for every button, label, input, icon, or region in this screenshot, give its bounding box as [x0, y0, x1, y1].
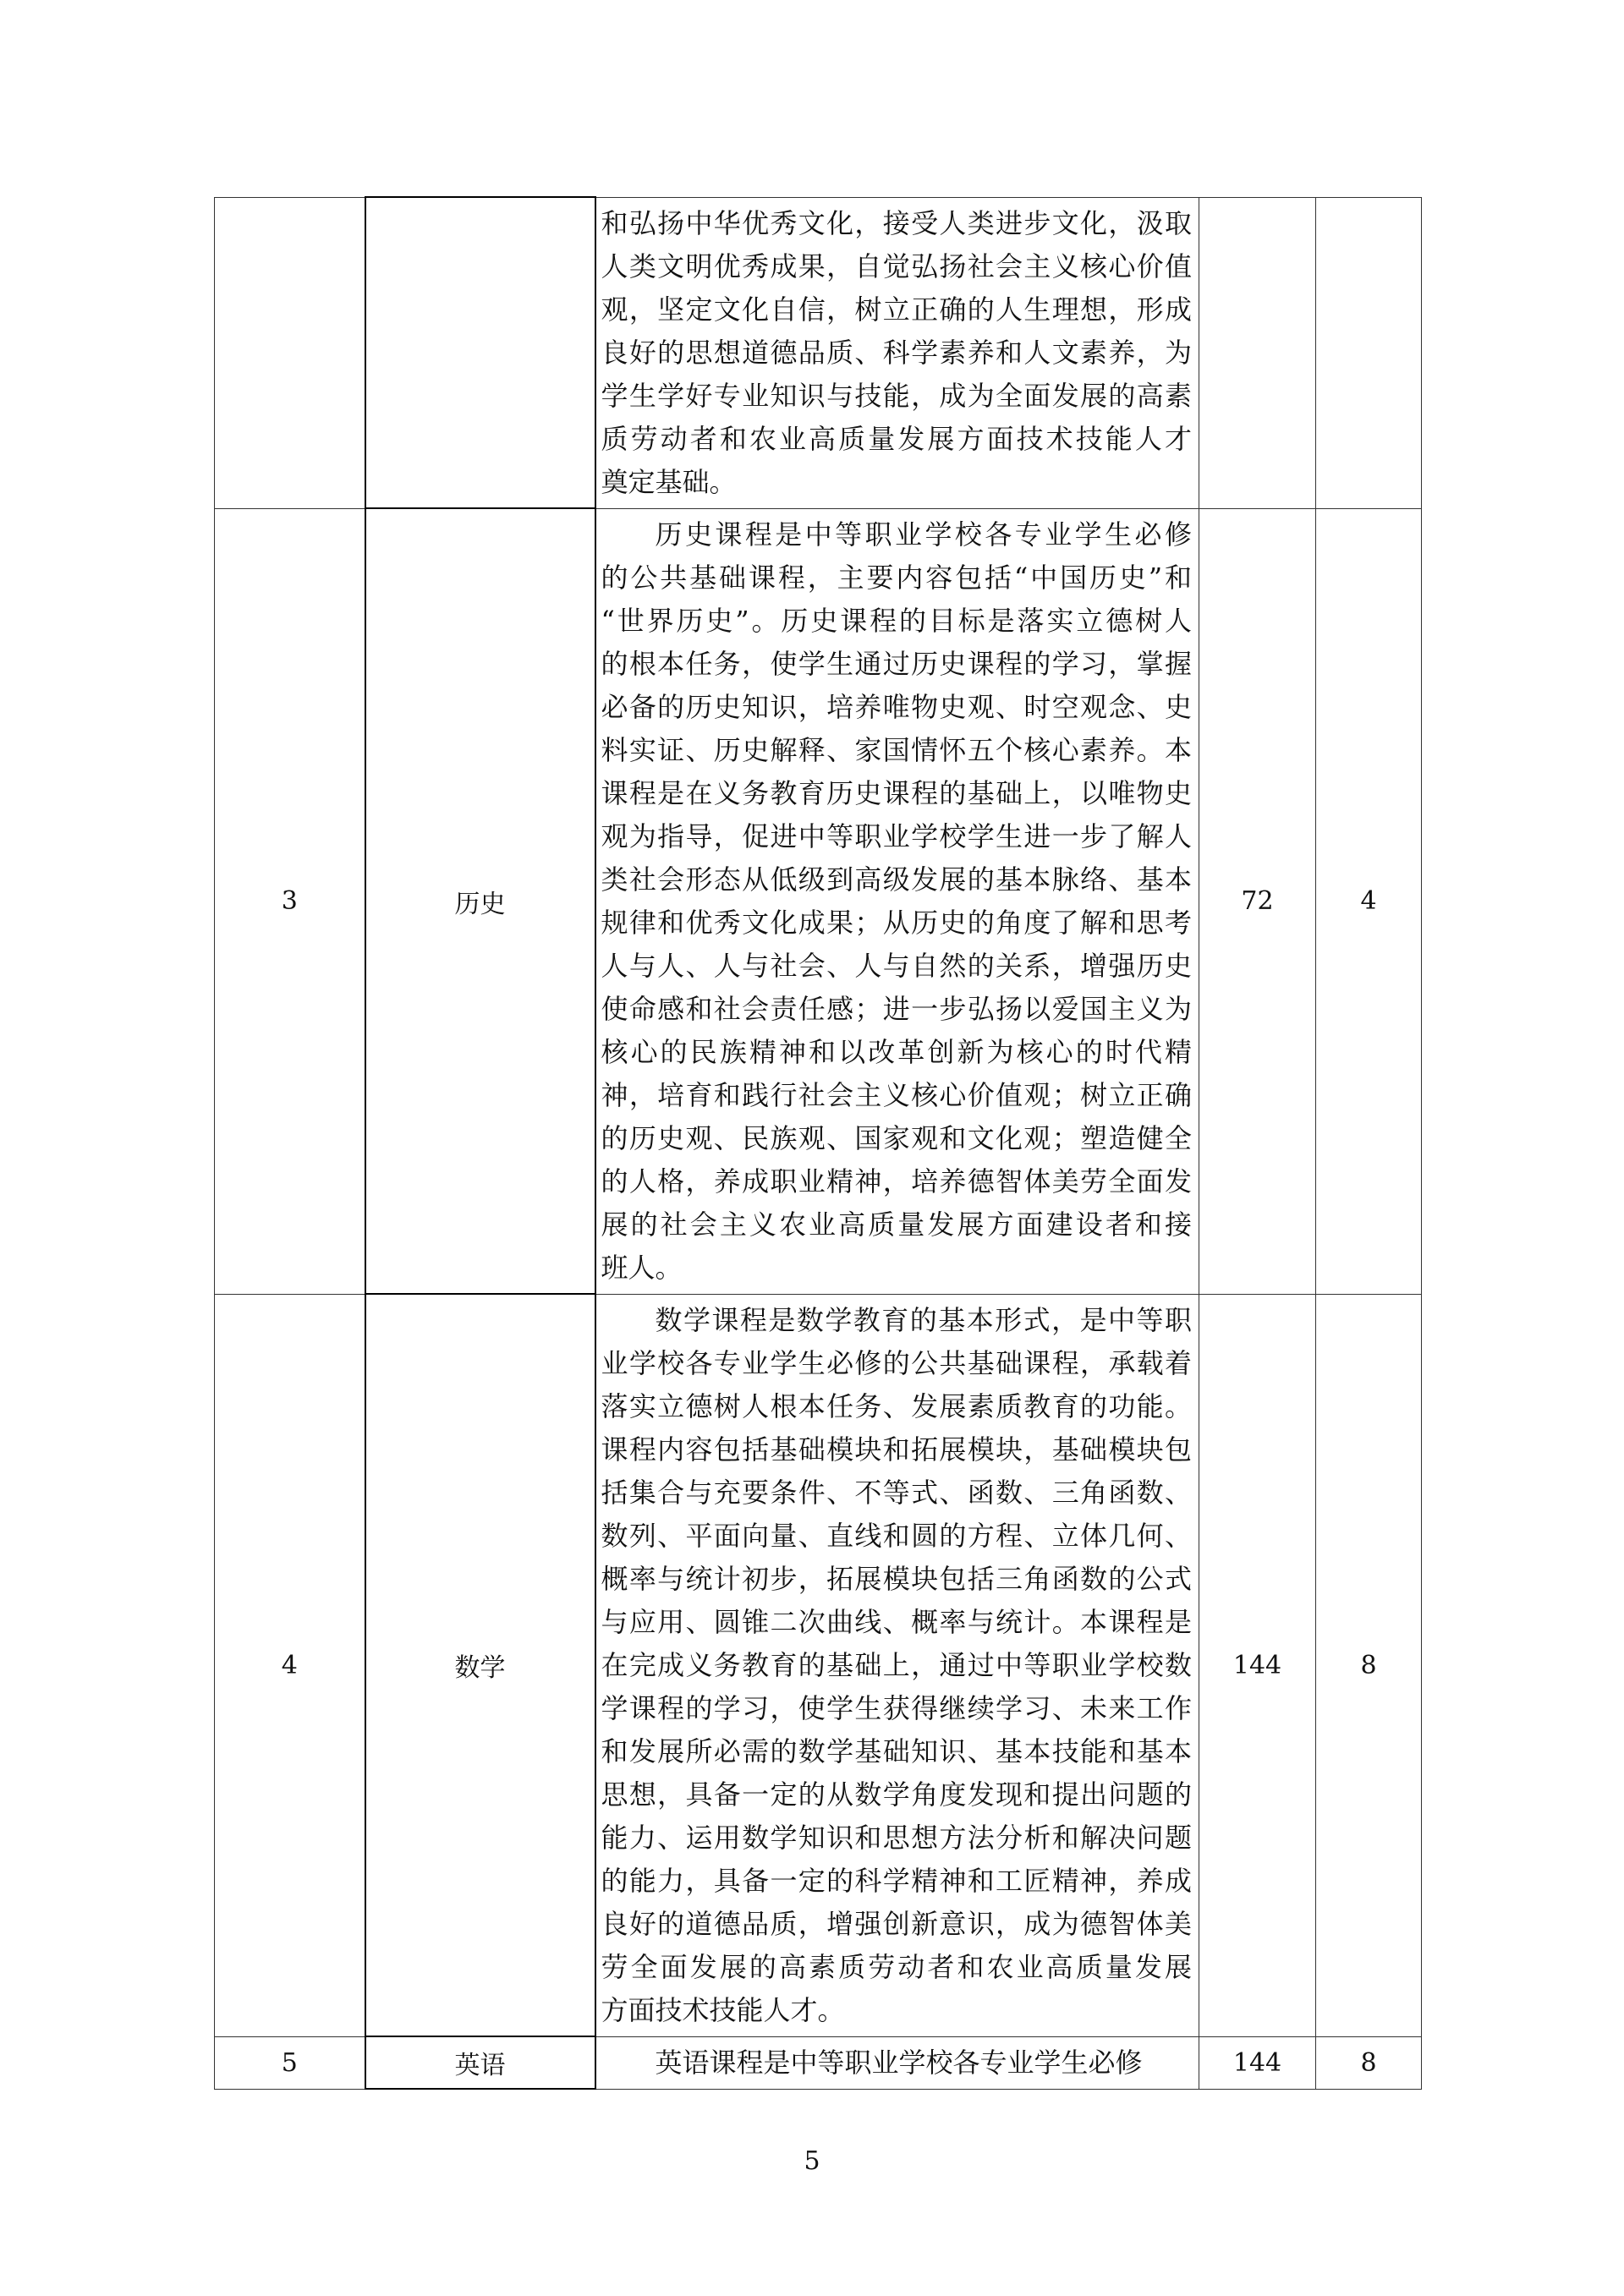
course-number: 3 — [215, 508, 365, 1294]
description-line: 学生学好专业知识与技能，成为全面发展的高素 — [601, 379, 1192, 412]
description-line: 历史课程是中等职业学校各专业学生必修 — [655, 518, 1192, 551]
description-line: 在完成义务教育的基础上，通过中等职业学校数 — [601, 1648, 1192, 1681]
course-table — [214, 196, 1422, 2090]
course-number — [215, 197, 365, 508]
course-hours: 72 — [1199, 508, 1316, 1294]
description-line: 人类文明优秀成果，自觉弘扬社会主义核心价值 — [601, 249, 1192, 282]
description-line: 落实立德树人根本任务、发展素质教育的功能。 — [601, 1389, 1192, 1422]
description-line: 英语课程是中等职业学校各专业学生必修 — [655, 2046, 1143, 2079]
course-name: 英语 — [365, 2036, 595, 2089]
description-line: 质劳动者和农业高质量发展方面技术技能人才 — [601, 422, 1192, 455]
description-line: 和弘扬中华优秀文化，接受人类进步文化，汲取 — [601, 206, 1192, 239]
course-name — [365, 197, 595, 508]
description-line: 数学课程是数学教育的基本形式，是中等职 — [655, 1303, 1192, 1336]
description-line: 规律和优秀文化成果；从历史的角度了解和思考 — [601, 906, 1192, 939]
description-line: 课程是在义务教育历史课程的基础上，以唯物史 — [601, 776, 1192, 809]
description-line: 观，坚定文化自信，树立正确的人生理想，形成 — [601, 293, 1192, 326]
description-line: 人与人、人与社会、人与自然的关系，增强历史 — [601, 949, 1192, 982]
description-line: 概率与统计初步，拓展模块包括三角函数的公式 — [601, 1562, 1192, 1595]
description-line: 括集合与充要条件、不等式、函数、三角函数、 — [601, 1476, 1192, 1509]
description-line: 展的社会主义农业高质量发展方面建设者和接 — [601, 1208, 1192, 1241]
table-row — [215, 1294, 1422, 2036]
course-hours — [1199, 197, 1316, 508]
description-line: 奠定基础。 — [601, 465, 737, 498]
course-credits: 4 — [1316, 508, 1422, 1294]
description-line: 的能力，具备一定的科学精神和工匠精神，养成 — [601, 1864, 1192, 1897]
course-description — [595, 2036, 1199, 2089]
course-name: 数学 — [365, 1294, 595, 2036]
description-line: 思想，具备一定的从数学角度发现和提出问题的 — [601, 1778, 1192, 1811]
description-line: 班人。 — [601, 1251, 683, 1284]
description-line: 良好的思想道德品质、科学素养和人文素养，为 — [601, 336, 1192, 369]
description-line: 料实证、历史解释、家国情怀五个核心素养。本 — [601, 733, 1192, 766]
description-line: 能力、运用数学知识和思想方法分析和解决问题 — [601, 1821, 1192, 1854]
description-line: 学课程的学习，使学生获得继续学习、未来工作 — [601, 1691, 1192, 1724]
description-line: 核心的民族精神和以改革创新为核心的时代精 — [601, 1035, 1192, 1068]
table-row — [215, 508, 1422, 1294]
page-number: 5 — [804, 2146, 820, 2176]
description-line: 必备的历史知识，培养唯物史观、时空观念、史 — [601, 690, 1192, 723]
course-number: 4 — [215, 1294, 365, 2036]
description-line: 使命感和社会责任感；进一步弘扬以爱国主义为 — [601, 992, 1192, 1025]
description-line: 方面技术技能人才。 — [601, 1993, 845, 2026]
description-line: 良好的道德品质，增强创新意识，成为德智体美 — [601, 1907, 1192, 1940]
description-line: “世界历史”。历史课程的目标是落实立德树人 — [601, 604, 1192, 637]
description-line: 业学校各专业学生必修的公共基础课程，承载着 — [601, 1346, 1192, 1379]
course-description — [595, 197, 1199, 508]
description-line: 类社会形态从低级到高级发展的基本脉络、基本 — [601, 863, 1192, 896]
course-description — [595, 1294, 1199, 2036]
course-name: 历史 — [365, 508, 595, 1294]
description-line: 与应用、圆锥二次曲线、概率与统计。本课程是 — [601, 1605, 1192, 1638]
course-credits — [1316, 197, 1422, 508]
course-number: 5 — [215, 2036, 365, 2089]
description-line: 观为指导，促进中等职业学校学生进一步了解人 — [601, 819, 1192, 852]
description-line: 神，培育和践行社会主义核心价值观；树立正确 — [601, 1078, 1192, 1111]
description-line: 劳全面发展的高素质劳动者和农业高质量发展 — [601, 1950, 1192, 1983]
description-line: 课程内容包括基础模块和拓展模块，基础模块包 — [601, 1433, 1192, 1466]
description-line: 数列、平面向量、直线和圆的方程、立体几何、 — [601, 1519, 1192, 1552]
course-hours: 144 — [1199, 1294, 1316, 2036]
description-line: 的历史观、民族观、国家观和文化观；塑造健全 — [601, 1121, 1192, 1154]
table-row — [215, 197, 1422, 508]
description-line: 和发展所必需的数学基础知识、基本技能和基本 — [601, 1734, 1192, 1767]
course-credits: 8 — [1316, 2036, 1422, 2089]
description-line: 的根本任务，使学生通过历史课程的学习，掌握 — [601, 647, 1192, 680]
course-description — [595, 508, 1199, 1294]
course-hours: 144 — [1199, 2036, 1316, 2089]
description-line: 的公共基础课程，主要内容包括“中国历史”和 — [601, 561, 1192, 594]
table-row — [215, 2036, 1422, 2089]
course-credits: 8 — [1316, 1294, 1422, 2036]
description-line: 的人格，养成职业精神，培养德智体美劳全面发 — [601, 1164, 1192, 1197]
